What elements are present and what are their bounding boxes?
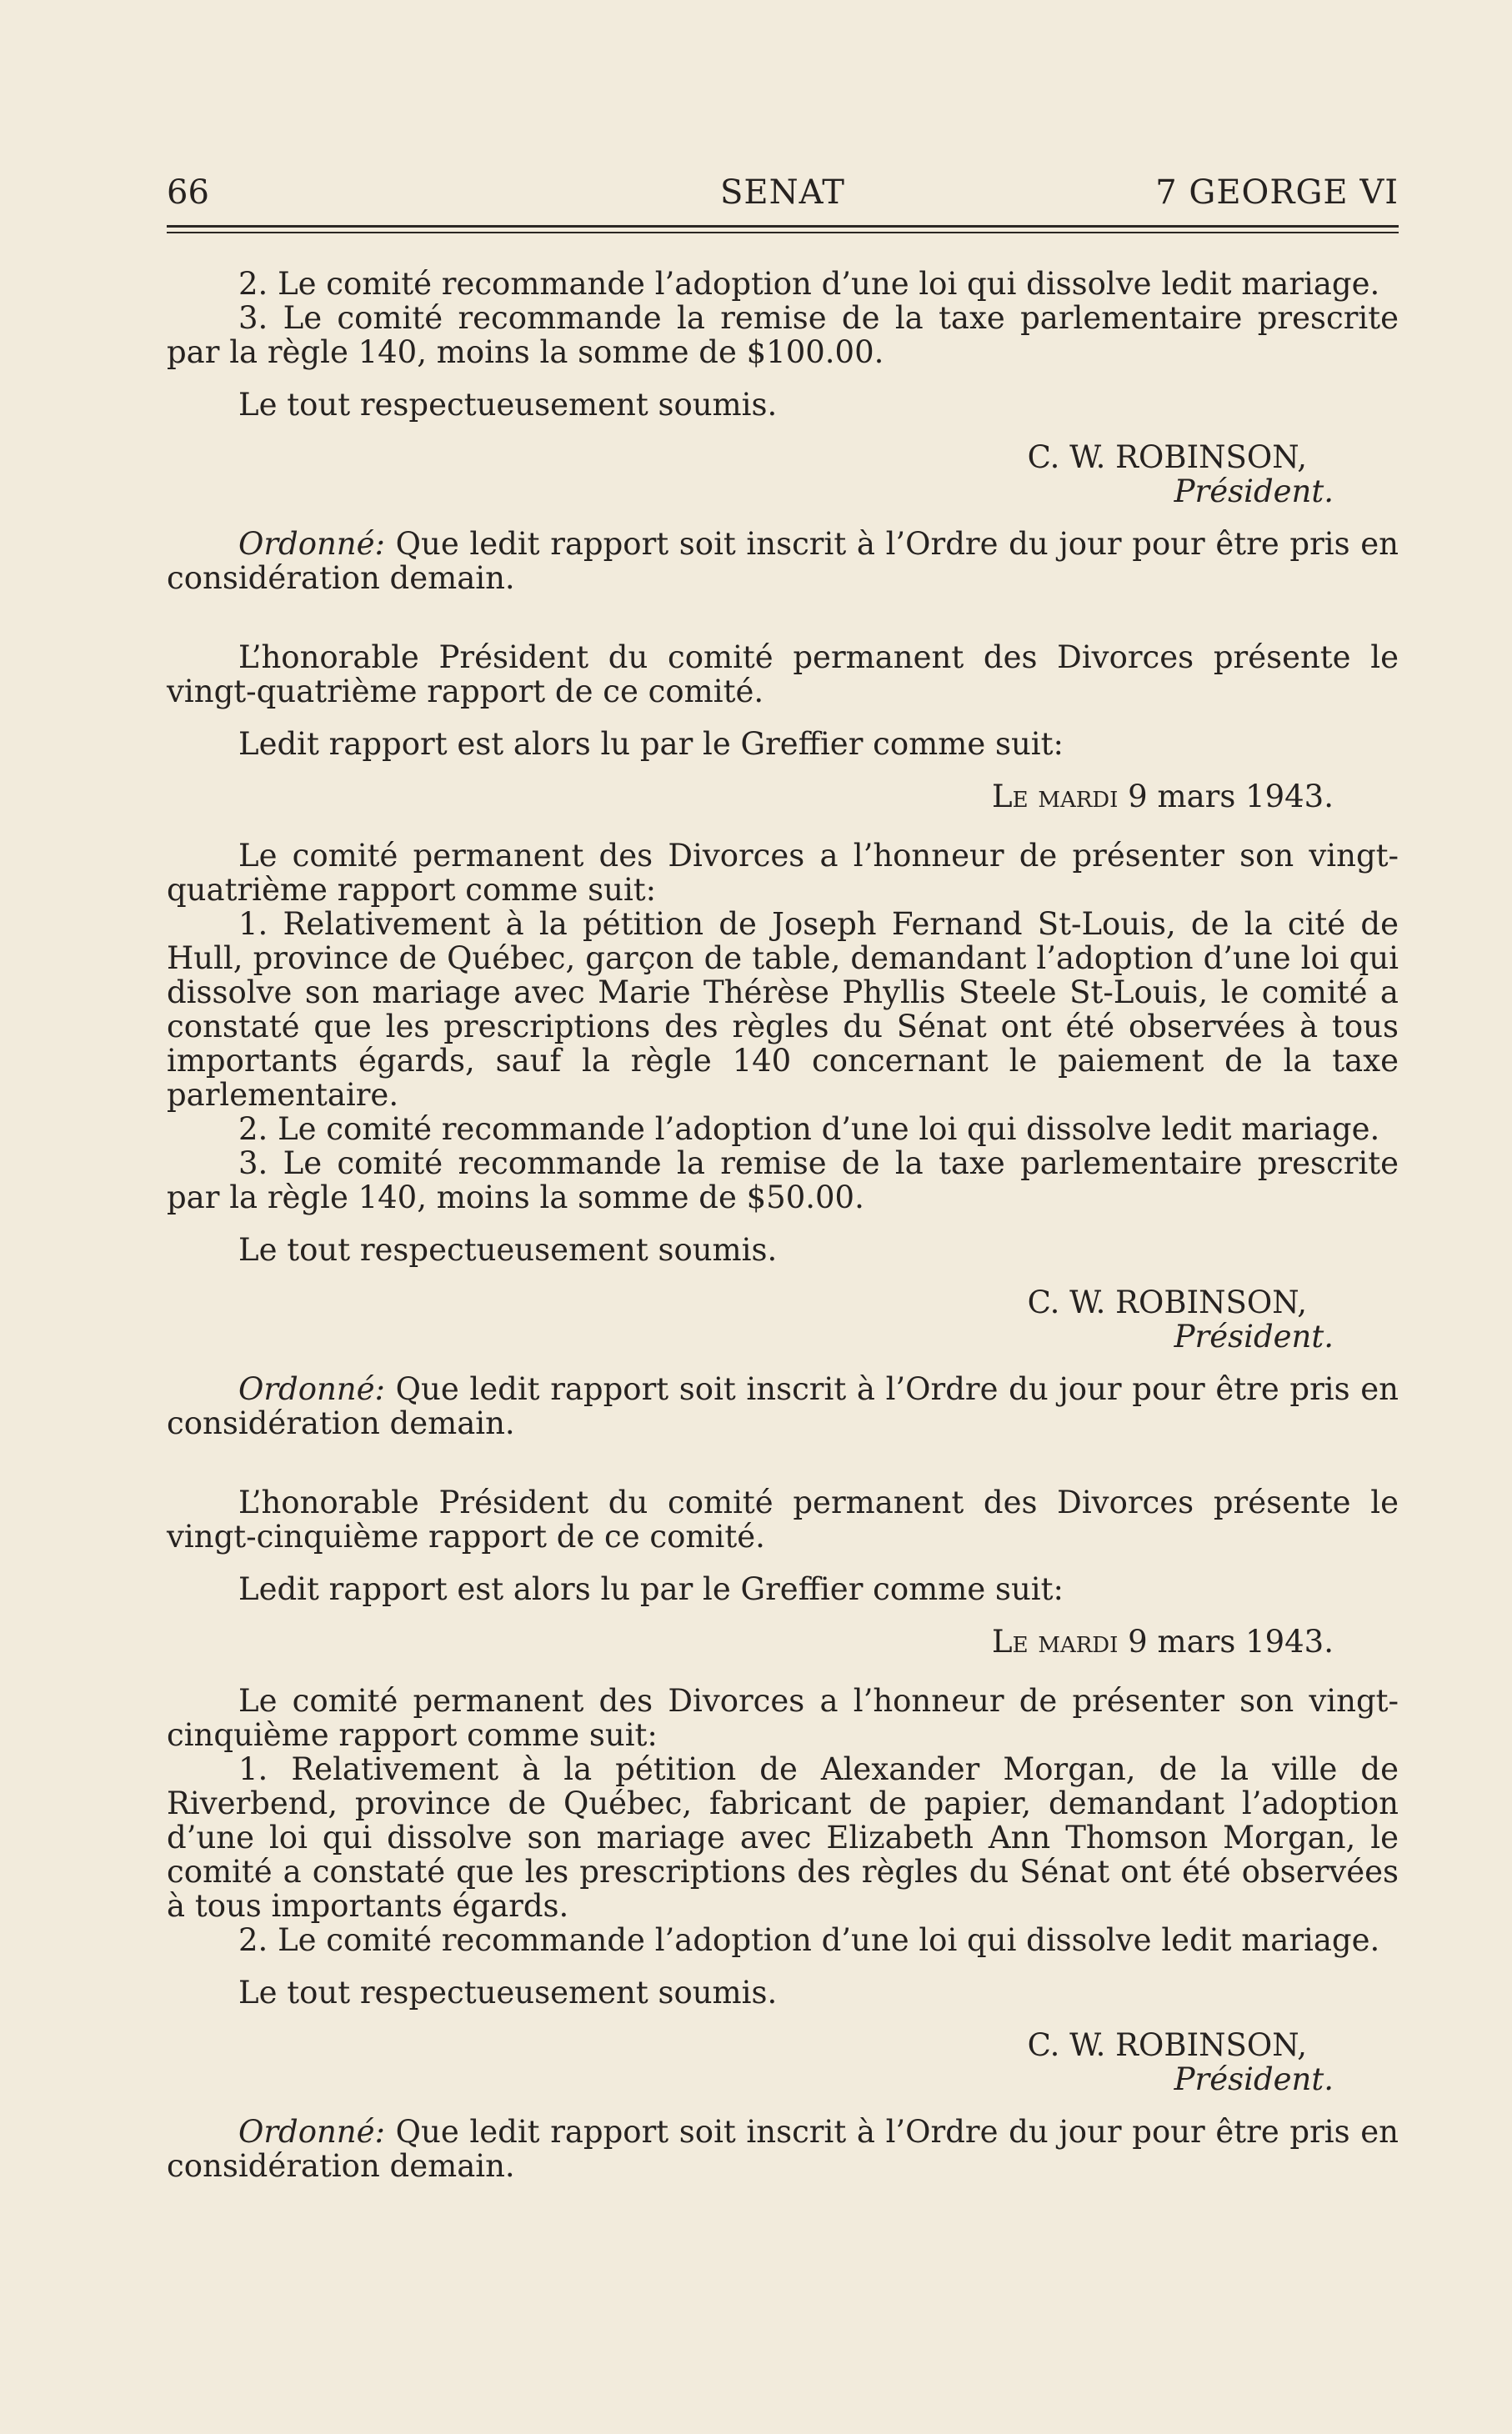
document-body <box>167 267 1399 2183</box>
order-paragraph <box>167 1372 1399 1440</box>
order-text: Que ledit rapport soit inscrit à l’Ordre du jour pour être pris en considération demain. <box>167 526 1399 596</box>
header-rule-thin <box>167 232 1399 233</box>
report-closing: Le tout respectueusement soumis. <box>238 387 778 423</box>
order-text: Que ledit rapport soit inscrit à l’Ordre du jour pour être pris en considération demain. <box>167 2114 1399 2184</box>
running-header <box>167 158 1399 217</box>
order-label: Ordonné: <box>238 2114 386 2150</box>
report-read-line: Ledit rapport est alors lu par le Greffier comme suit: <box>238 726 1064 762</box>
document-page <box>167 158 1399 2183</box>
report-opening: Le comité permanent des Divorces a l’honneur de présenter son vingt-quatrième rapport comme suit: <box>167 838 1399 908</box>
report-item: 1. Relativement à la pétition de Alexander Morgan, de la ville de Riverbend, province de Québec, fabricant de papier, demandant l’adoption d’une loi qui dissolve son mariage avec Elizabeth Ann Thomson Morgan, le comité a constaté que les prescriptions des règles du Sénat ont été observées à tous importants égards. <box>167 1751 1399 1924</box>
report-item: 3. Le comité recommande la remise de la taxe parlementaire prescrite par la règle 140, moins la somme de $50.00. <box>167 1145 1399 1215</box>
report-item: 2. Le comité recommande l’adoption d’une loi qui dissolve ledit mariage. <box>238 266 1380 302</box>
report-date-rest: 9 mars 1943. <box>1118 1624 1334 1660</box>
report-intro: L’honorable Président du comité permanent des Divorces présente le vingt-quatrième rapport de ce comité. <box>167 639 1399 709</box>
report-item: 3. Le comité recommande la remise de la taxe parlementaire prescrite par la règle 140, moins la somme de $100.00. <box>167 300 1399 370</box>
report-intro: L’honorable Président du comité permanent des Divorces présente le vingt-cinquième rapport de ce comité. <box>167 1485 1399 1555</box>
report-date-prefix: Le mardi <box>992 1624 1119 1660</box>
report-date-prefix: Le mardi <box>992 779 1119 814</box>
report-date <box>167 779 1399 814</box>
report-item: 2. Le comité recommande l’adoption d’une loi qui dissolve ledit mariage. <box>238 1922 1380 1958</box>
signatory-title: Président. <box>1174 1319 1334 1355</box>
signatory-name: C. W. ROBINSON, <box>1027 2027 1307 2063</box>
report-item: 1. Relativement à la pétition de Joseph Fernand St-Louis, de la cité de Hull, province de Québec, garçon de table, demandant l’adoption d’une loi qui dissolve son mariage avec Marie Thérèse Phyllis Steele St-Louis, le comité a constaté que les prescriptions des règles du Sénat ont été observées à tous importants égards, sauf la règle 140 concernant le paiement de la taxe parlementaire. <box>167 906 1399 1113</box>
signatory-name: C. W. ROBINSON, <box>1027 439 1307 475</box>
order-label: Ordonné: <box>238 1371 386 1407</box>
report-read-line: Ledit rapport est alors lu par le Greffier comme suit: <box>238 1571 1064 1607</box>
signatory-title: Président. <box>1174 2061 1334 2097</box>
report-item: 2. Le comité recommande l’adoption d’une loi qui dissolve ledit mariage. <box>238 1111 1380 1147</box>
order-paragraph <box>167 527 1399 595</box>
order-text: Que ledit rapport soit inscrit à l’Ordre du jour pour être pris en considération demain. <box>167 1371 1399 1441</box>
report-closing: Le tout respectueusement soumis. <box>238 1975 778 2011</box>
header-rule-thick <box>167 225 1399 228</box>
header-regnal-year: 7 GEORGE VI <box>1155 173 1399 212</box>
signatory-title: Président. <box>1174 473 1334 509</box>
report-date-rest: 9 mars 1943. <box>1118 779 1334 814</box>
signatory-name: C. W. ROBINSON, <box>1027 1285 1307 1320</box>
order-paragraph <box>167 2115 1399 2183</box>
report-closing: Le tout respectueusement soumis. <box>238 1232 778 1268</box>
order-label: Ordonné: <box>238 526 386 562</box>
report-opening: Le comité permanent des Divorces a l’honneur de présenter son vingt-cinquième rapport comme suit: <box>167 1683 1399 1753</box>
report-date <box>167 1625 1399 1659</box>
page-number: 66 <box>167 173 209 212</box>
header-title: SENAT <box>720 173 845 212</box>
